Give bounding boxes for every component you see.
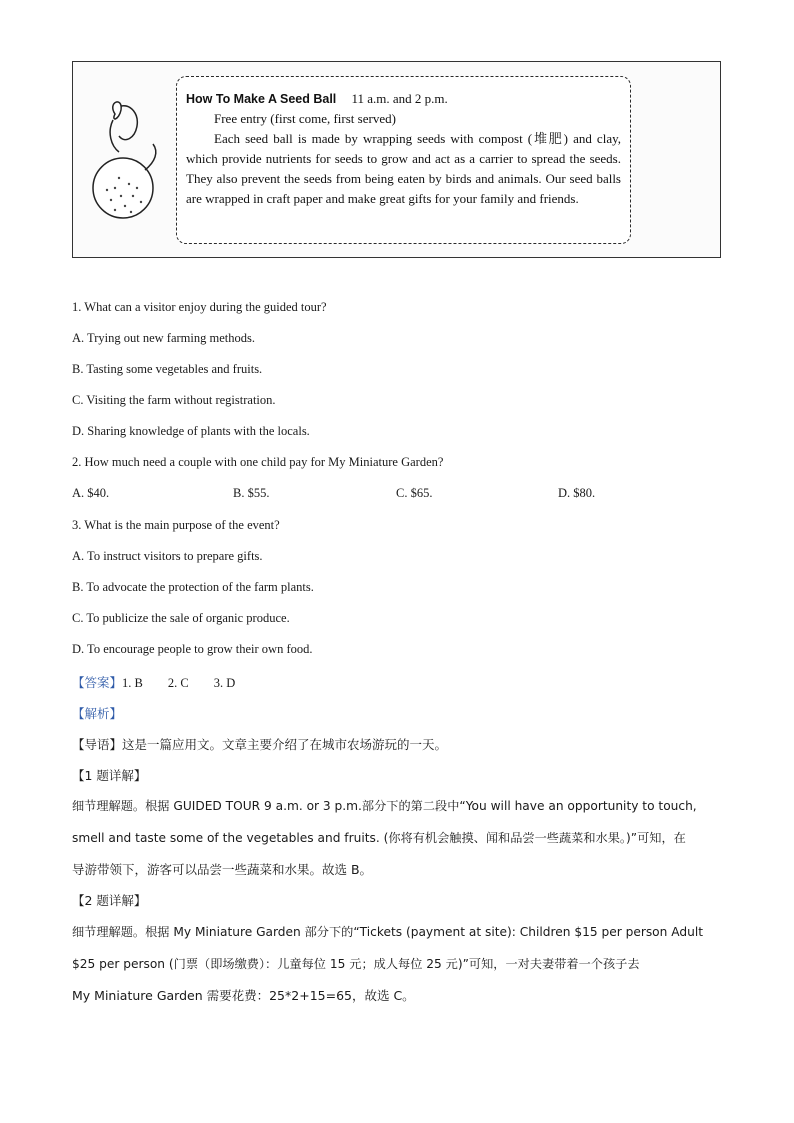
question-1-option-d: D. Sharing knowledge of plants with the locals. — [72, 424, 310, 438]
question-2-option-b: B. $55. — [233, 486, 270, 500]
question-2-option-d: D. $80. — [558, 486, 596, 500]
seed-ball-notice — [176, 76, 631, 244]
analysis-label: 【解析】 — [72, 706, 123, 721]
question-2-option-c: C. $65. — [396, 486, 433, 500]
detail-1-line-3: 导游带领下，游客可以品尝一些蔬菜和水果。故选 B。 — [72, 862, 373, 877]
detail-2-line-1: 细节理解题。根据 My Miniature Garden 部分下的“Tickets (payment at site): Children $15 per person Adult — [72, 925, 703, 939]
question-1-stem: 1. What can a visitor enjoy during the guided tour? — [72, 300, 327, 314]
detail-2-line-3: My Miniature Garden 需要花费：25*2+15=65，故选 C。 — [72, 988, 415, 1003]
seed-ball-illustration — [85, 92, 173, 232]
detail-1-line-1: 细节理解题。根据 GUIDED TOUR 9 a.m. or 3 p.m.部分下的第二段中“You will have an opportunity to touch, — [72, 799, 697, 813]
detail-2-label: 【2 题详解】 — [72, 893, 147, 908]
notice-body: Each seed ball is made by wrapping seeds with compost (堆肥) and clay, which provide nutrients for seeds to grow and act as a carrier to spread the seeds. They also prevent the seeds from being eaten by birds and animals. Our seed balls are wrapped in craft paper and make great gifts for your family and friends. — [186, 131, 621, 206]
guide-text: 这是一篇应用文。文章主要介绍了在城市农场游玩的一天。 — [122, 737, 448, 752]
detail-1-line-2: smell and taste some of the vegetables and fruits. (你将有机会触摸、闻和品尝一些蔬菜和水果。)”可知，在 — [72, 831, 686, 845]
detail-2-line-2: $25 per person (门票（即场缴费）：儿童每位 15 元；成人每位 25 元)”可知，一对夫妻带着一个孩子去 — [72, 957, 640, 971]
question-2-stem: 2. How much need a couple with one child pay for My Miniature Garden? — [72, 455, 444, 469]
answer-line — [72, 673, 235, 691]
question-3-option-a: A. To instruct visitors to prepare gifts. — [72, 549, 263, 563]
notice-time: 11 a.m. and 2 p.m. — [351, 91, 448, 106]
answer-text: 1. B 2. C 3. D — [122, 676, 236, 690]
answer-label: 【答案】 — [72, 675, 123, 690]
notice-title: How To Make A Seed Ball — [186, 92, 337, 106]
notice-entry: Free entry (first come, first served) — [214, 111, 396, 126]
question-1-option-b: B. Tasting some vegetables and fruits. — [72, 362, 263, 376]
question-3-stem: 3. What is the main purpose of the event? — [72, 518, 280, 532]
detail-1-label: 【1 题详解】 — [72, 768, 147, 783]
question-3-option-c: C. To publicize the sale of organic produce. — [72, 611, 290, 625]
question-2-option-a: A. $40. — [72, 486, 110, 500]
guide-line — [72, 735, 447, 753]
seed-ball-figure — [72, 61, 721, 258]
question-1-option-a: A. Trying out new farming methods. — [72, 331, 255, 345]
guide-label: 【导语】 — [72, 737, 123, 752]
question-3-option-b: B. To advocate the protection of the farm plants. — [72, 580, 314, 594]
question-1-option-c: C. Visiting the farm without registration. — [72, 393, 276, 407]
question-3-option-d: D. To encourage people to grow their own food. — [72, 642, 313, 656]
